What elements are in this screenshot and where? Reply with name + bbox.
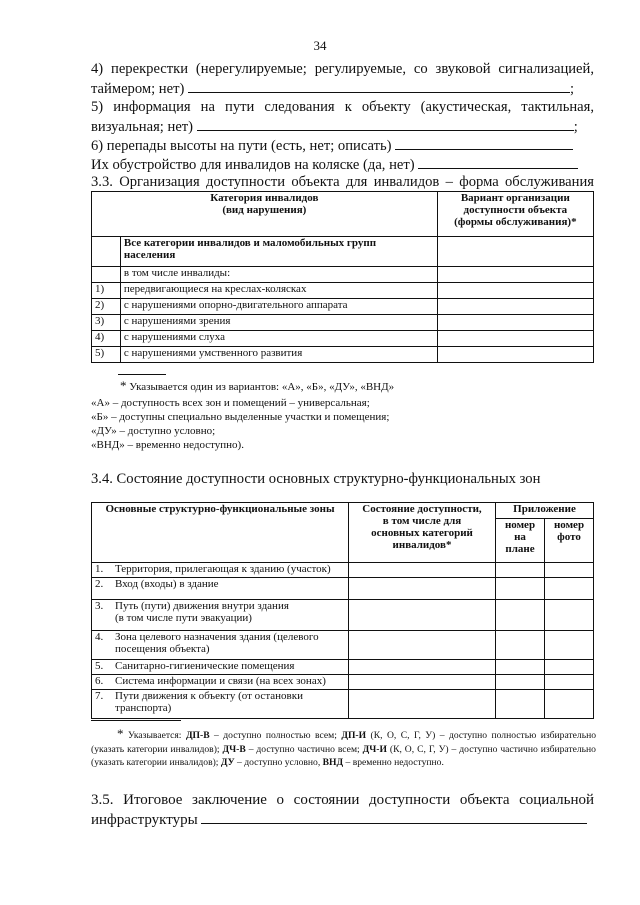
zone-name-line: Пути движения к объекту (от остановки xyxy=(115,690,303,702)
state-cell xyxy=(349,690,496,719)
plan-number-cell xyxy=(496,563,545,578)
row-number: 1) xyxy=(92,283,121,299)
plan-number-cell xyxy=(496,631,545,660)
line-timer-text: таймером; нет) xyxy=(91,81,185,97)
line-visual xyxy=(91,117,594,137)
zone-number: 5. xyxy=(92,660,113,675)
footnote-text: – доступно условно, xyxy=(234,757,323,768)
table-row xyxy=(92,631,594,660)
header-variant xyxy=(437,192,593,237)
header-variant-line: доступности объекта xyxy=(463,204,568,216)
plan-number-cell xyxy=(496,660,545,675)
zone-name-line: Территория, прилегающая к зданию (участок) xyxy=(115,563,331,575)
footnote-1-intro-text: Указывается один из вариантов: «А», «Б», «ДУ», «ВНД» xyxy=(129,381,395,393)
table-row xyxy=(92,660,594,675)
photo-number-cell xyxy=(545,578,594,600)
table-header-row xyxy=(92,503,594,519)
header-category xyxy=(92,192,438,237)
header-plan-line: на xyxy=(514,531,526,543)
variant-cell xyxy=(437,331,593,347)
code-dch-i: ДЧ-И xyxy=(362,743,387,755)
zone-name xyxy=(112,631,349,660)
variant-cell xyxy=(437,315,593,331)
blank-line xyxy=(197,117,574,131)
header-photo-line: номер xyxy=(553,519,585,531)
table-row xyxy=(92,600,594,631)
photo-number-cell xyxy=(545,660,594,675)
state-cell xyxy=(349,660,496,675)
line-wheelchair-text: Их обустройство для инвалидов на коляске (да, нет) xyxy=(91,157,415,173)
state-cell xyxy=(349,675,496,690)
line-height-drops-text: 6) перепады высоты на пути (есть, нет; описать) xyxy=(91,138,392,154)
row-number xyxy=(92,237,121,267)
zone-name xyxy=(112,675,349,690)
access-organization-table xyxy=(91,191,594,363)
footnote-text: (К, О, С, Г, У) – доступно частично избирательно (указать категории инвалидов); xyxy=(91,743,596,768)
variant-cell xyxy=(437,267,593,283)
header-state-line: Состояние доступности, xyxy=(362,503,482,515)
header-photo-line: фото xyxy=(557,531,581,543)
category-cell: с нарушениями умственного развития xyxy=(120,347,437,363)
row-number: 3) xyxy=(92,315,121,331)
footnote-1-b: «Б» – доступны специально выделенные участки и помещения; xyxy=(91,411,390,423)
category-cell: передвигающиеся на креслах-колясках xyxy=(120,283,437,299)
table-row xyxy=(92,690,594,719)
footnote-star: * xyxy=(120,378,127,393)
header-state-line: основных категорий xyxy=(371,527,473,539)
all-categories-line: населения xyxy=(123,249,176,261)
category-cell: с нарушениями слуха xyxy=(120,331,437,347)
variant-cell xyxy=(437,237,593,267)
line-information: 5) информация на пути следования к объекту (акустическая, тактильная, xyxy=(91,99,594,115)
section-3-3-title: 3.3. Организация доступности объекта для инвалидов – форма обслуживания xyxy=(91,174,594,190)
plan-number-cell xyxy=(496,675,545,690)
zone-name-line: Санитарно-гигиенические помещения xyxy=(115,660,295,672)
zone-name-line: Путь (пути) движения внутри здания xyxy=(115,600,289,612)
table-row xyxy=(92,675,594,690)
zone-name-line: транспорта) xyxy=(115,702,172,714)
line-visual-end: ; xyxy=(573,119,578,135)
table-row xyxy=(92,347,594,363)
row-number: 5) xyxy=(92,347,121,363)
table-row xyxy=(92,237,594,267)
footnote-text: Указывается: xyxy=(127,730,186,741)
state-cell xyxy=(349,600,496,631)
zone-number: 1. xyxy=(92,563,113,578)
zone-number: 7. xyxy=(92,690,113,719)
including-cell: в том числе инвалиды: xyxy=(120,267,437,283)
zone-name-line: Зона целевого назначения здания (целевого xyxy=(115,631,319,643)
zone-name xyxy=(112,690,349,719)
all-categories-cell xyxy=(120,237,437,267)
line-height-drops xyxy=(91,136,594,156)
variant-cell xyxy=(437,347,593,363)
footnote-text: – доступно полностью всем; xyxy=(209,730,342,741)
photo-number-cell xyxy=(545,600,594,631)
line-visual-text: визуальная; нет) xyxy=(91,119,194,135)
code-dp-v: ДП-В xyxy=(185,730,210,741)
footnote-1-intro xyxy=(120,379,394,394)
blank-line xyxy=(201,810,587,824)
blank-line xyxy=(418,155,578,169)
footnote-text: – доступно частично всем; xyxy=(245,743,363,755)
zone-number: 2. xyxy=(92,578,113,600)
footnote-text: – временно недоступно. xyxy=(343,757,444,768)
photo-number-cell xyxy=(545,631,594,660)
footnote-star: * xyxy=(117,726,124,741)
plan-number-cell xyxy=(496,600,545,631)
zone-name xyxy=(112,563,349,578)
header-category-line: Категория инвалидов xyxy=(210,192,319,204)
header-photo-number xyxy=(545,519,594,563)
header-appendix: Приложение xyxy=(496,503,594,519)
section-3-5-line2 xyxy=(91,810,594,830)
footnote-rule xyxy=(118,374,166,375)
footnote-1-vnd: «ВНД» – временно недоступно). xyxy=(91,439,244,451)
plan-number-cell xyxy=(496,578,545,600)
zone-name xyxy=(112,578,349,600)
category-cell: с нарушениями опорно-двигательного аппарата xyxy=(120,299,437,315)
footnote-1-a: «А» – доступность всех зон и помещений – универсальная; xyxy=(91,397,370,409)
zone-name-line: Вход (входы) в здание xyxy=(115,578,219,590)
header-category-line: (вид нарушения) xyxy=(222,204,307,216)
header-variant-line: Вариант организации xyxy=(460,192,570,204)
section-3-5-line2-text: инфраструктуры xyxy=(91,812,198,828)
line-timer xyxy=(91,79,594,99)
zone-name-line: (в том числе пути эвакуации) xyxy=(115,612,252,624)
section-3-5-title: 3.5. Итоговое заключение о состоянии доступности объекта социальной xyxy=(91,792,594,808)
line-timer-end: ; xyxy=(570,81,575,97)
section-3-4-title: 3.4. Состояние доступности основных структурно-функциональных зон xyxy=(91,471,541,487)
all-categories-line: Все категории инвалидов и маломобильных групп xyxy=(123,237,377,249)
line-wheelchair xyxy=(91,155,594,175)
header-state-line: в том числе для xyxy=(382,515,462,527)
zone-name-line: Система информации и связи (на всех зонах) xyxy=(115,675,326,687)
line-crossroads: 4) перекрестки (нерегулируемые; регулируемые, со звуковой сигнализацией, xyxy=(91,61,594,77)
page-number: 34 xyxy=(313,38,327,53)
table-row xyxy=(92,283,594,299)
header-zones: Основные структурно-функциональные зоны xyxy=(92,503,349,563)
zone-number: 4. xyxy=(92,631,113,660)
state-cell xyxy=(349,563,496,578)
zone-name xyxy=(112,660,349,675)
table-header-row xyxy=(92,192,594,237)
table-row xyxy=(92,267,594,283)
header-plan-number xyxy=(496,519,545,563)
state-cell xyxy=(349,578,496,600)
code-dp-i: ДП-И xyxy=(341,730,367,741)
variant-cell xyxy=(437,283,593,299)
table-row xyxy=(92,578,594,600)
zone-name xyxy=(112,600,349,631)
header-state xyxy=(349,503,496,563)
zone-number: 6. xyxy=(92,675,113,690)
photo-number-cell xyxy=(545,675,594,690)
row-number: 2) xyxy=(92,299,121,315)
code-vnd: ВНД xyxy=(322,757,344,768)
footnote-rule xyxy=(91,720,181,721)
table-row xyxy=(92,331,594,347)
footnote-2 xyxy=(91,727,596,770)
plan-number-cell xyxy=(496,690,545,719)
photo-number-cell xyxy=(545,563,594,578)
blank-line xyxy=(188,79,570,93)
header-variant-line: (формы обслуживания)* xyxy=(454,216,577,228)
state-cell xyxy=(349,631,496,660)
table-row xyxy=(92,563,594,578)
row-number xyxy=(92,267,121,283)
row-number: 4) xyxy=(92,331,121,347)
zones-state-table xyxy=(91,502,594,719)
table-row xyxy=(92,299,594,315)
zone-number: 3. xyxy=(92,600,113,631)
code-dch-v: ДЧ-В xyxy=(222,743,246,755)
code-du: ДУ xyxy=(220,757,235,768)
header-plan-line: номер xyxy=(504,519,536,531)
header-state-line: инвалидов* xyxy=(392,539,452,551)
variant-cell xyxy=(437,299,593,315)
photo-number-cell xyxy=(545,690,594,719)
table-row xyxy=(92,315,594,331)
zone-name-line: посещения объекта) xyxy=(115,643,210,655)
blank-line xyxy=(395,136,573,150)
header-plan-line: плане xyxy=(505,543,535,555)
footnote-1-du: «ДУ» – доступно условно; xyxy=(91,425,216,437)
category-cell: с нарушениями зрения xyxy=(120,315,437,331)
footnote-text: (К, О, С, Г, У) – доступно полностью избирательно (указать категории инвалидов); xyxy=(91,730,596,755)
